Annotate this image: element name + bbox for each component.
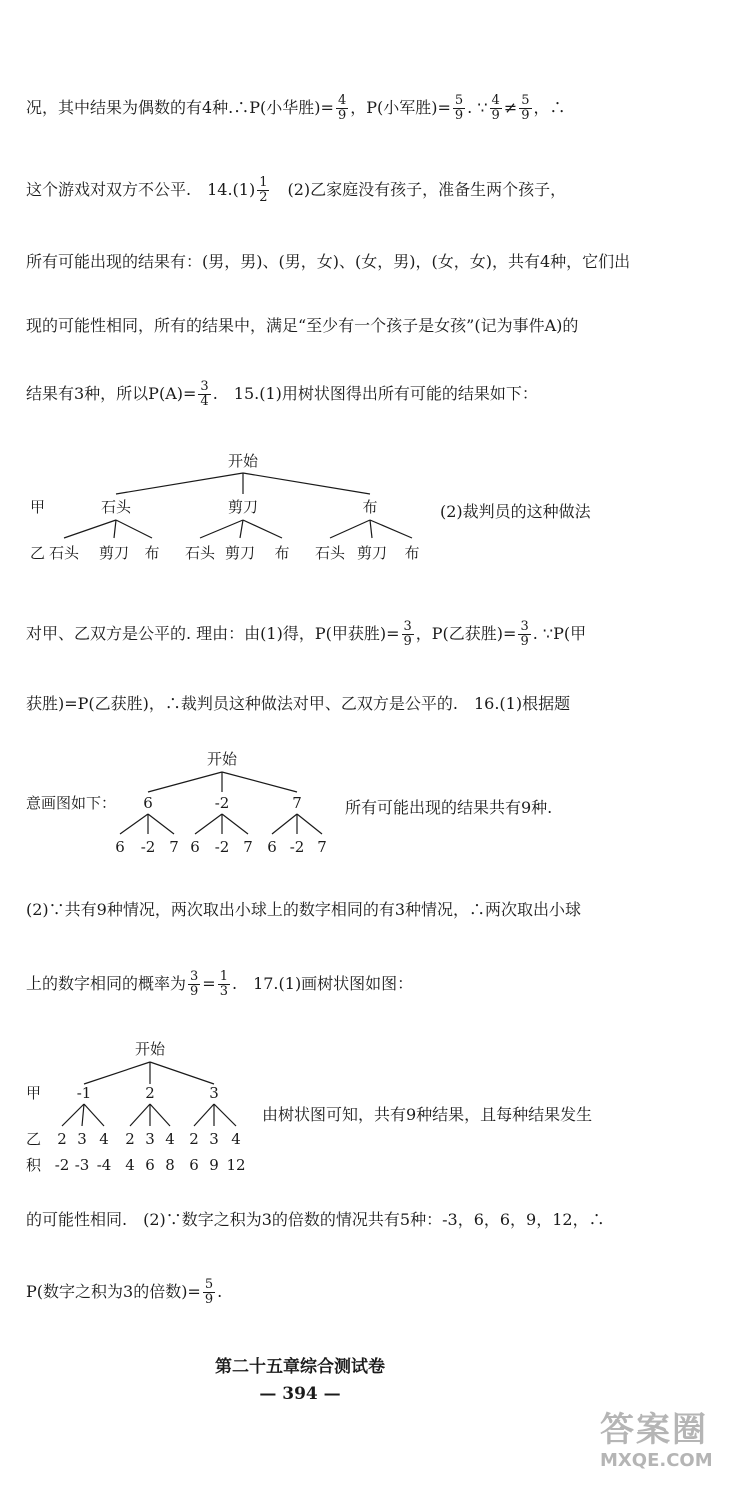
fraction-denominator: 3 xyxy=(219,983,228,999)
fraction-numerator: 5 xyxy=(204,1276,214,1292)
fraction-denominator: 4 xyxy=(200,393,209,409)
tree16-root: 开始 xyxy=(206,750,238,768)
tree15-level1-node: 布 xyxy=(362,498,378,516)
fraction-numerator: 5 xyxy=(454,92,464,108)
tree17-level1-node: -1 xyxy=(76,1084,92,1102)
tree16-note: 所有可能出现的结果共有9种. xyxy=(345,798,553,817)
tree15-note: (2)裁判员的这种做法 xyxy=(440,502,591,521)
text-run: ，∴ xyxy=(533,98,566,117)
text-line-10 xyxy=(26,1196,726,1244)
tree15-level2-node: 石头 xyxy=(314,544,346,562)
fraction xyxy=(198,380,210,409)
text-run: . 17.(1)画树状图如图： xyxy=(231,974,414,993)
fraction-numerator: 3 xyxy=(190,968,199,984)
tree17-product: -4 xyxy=(96,1156,112,1174)
tree17-product: 9 xyxy=(209,1156,219,1174)
text-run: ，P(乙获胜)= xyxy=(415,624,517,643)
tree16-level2-node: -2 xyxy=(289,838,305,856)
tree17-level2-node: 2 xyxy=(57,1130,67,1148)
text-line-4 xyxy=(26,302,726,350)
tree16-level2-node: 6 xyxy=(267,838,277,856)
tree16-level2-node: 7 xyxy=(243,838,253,856)
text-run: (2)乙家庭没有孩子，准备生两个孩子， xyxy=(271,180,567,199)
tree17-level2-node: 3 xyxy=(209,1130,219,1148)
tree17-product: -2 xyxy=(54,1156,70,1174)
fraction-denominator: 9 xyxy=(204,1291,214,1307)
text-run: . ∵P(甲 xyxy=(532,624,587,643)
text-run: . 15.(1)用树状图得出所有可能的结果如下： xyxy=(212,384,538,403)
tree17-level1-label: 甲 xyxy=(26,1084,42,1102)
fraction xyxy=(218,970,230,999)
text-run: 结果有3种，所以P(A)= xyxy=(26,384,197,403)
fraction-numerator: 1 xyxy=(259,174,268,190)
tree17-level2-node: 4 xyxy=(165,1130,175,1148)
text-line-1 xyxy=(26,84,726,132)
fraction xyxy=(519,94,531,123)
tree17-product: 6 xyxy=(145,1156,155,1174)
tree17-product: -3 xyxy=(74,1156,90,1174)
fraction-denominator: 9 xyxy=(454,107,464,123)
tree17-level2-label: 乙 xyxy=(26,1130,42,1148)
tree16-level2-node: -2 xyxy=(140,838,156,856)
tree17-level2-node: 2 xyxy=(125,1130,135,1148)
fraction xyxy=(203,1278,215,1307)
text-run: 这个游戏对双方不公平. 14.(1) xyxy=(26,180,256,199)
tree16-level2-node: 6 xyxy=(190,838,200,856)
tree17-note: 由树状图可知，共有9种结果，且每种结果发生 xyxy=(262,1105,593,1124)
tree15-level2-node: 剪刀 xyxy=(356,544,388,562)
tree17-product: 8 xyxy=(165,1156,175,1174)
tree15-root: 开始 xyxy=(227,452,259,470)
tree16-level1-node: 7 xyxy=(292,794,302,812)
tree16-level2-node: 6 xyxy=(115,838,125,856)
fraction-numerator: 3 xyxy=(520,618,529,634)
tree16-level2-node: 7 xyxy=(169,838,179,856)
tree-diagram-15 xyxy=(0,440,750,580)
page-number: — 394 — xyxy=(259,1384,341,1404)
tree16-prefix: 意画图如下： xyxy=(26,794,117,812)
text-run: 现的可能性相同，所有的结果中，满足“至少有一个孩子是女孩”(记为事件A)的 xyxy=(26,316,579,335)
tree17-level1-node: 3 xyxy=(209,1084,219,1102)
fraction-numerator: 1 xyxy=(219,968,228,984)
fraction-numerator: 3 xyxy=(200,378,209,394)
fraction-numerator: 4 xyxy=(337,92,347,108)
tree15-level1-node: 剪刀 xyxy=(227,498,259,516)
fraction xyxy=(490,94,502,123)
tree15-level2-node: 布 xyxy=(274,544,290,562)
text-run: . ∵ xyxy=(467,98,488,117)
tree15-level2-node: 剪刀 xyxy=(98,544,130,562)
tree17-product: 6 xyxy=(189,1156,199,1174)
text-run: 获胜)=P(乙获胜)，∴裁判员这种做法对甲、乙双方是公平的. 16.(1)根据题 xyxy=(26,694,571,713)
tree15-level2-label: 乙 xyxy=(30,544,46,562)
fraction-denominator: 9 xyxy=(190,983,199,999)
tree16-level1-node: -2 xyxy=(214,794,230,812)
fraction-denominator: 2 xyxy=(259,189,268,205)
fraction-denominator: 9 xyxy=(403,633,412,649)
text-run: 所有可能出现的结果有：(男，男)、(男，女)、(女，男)，(女，女)，共有4种，它们出 xyxy=(26,252,631,271)
fraction-denominator: 9 xyxy=(337,107,347,123)
text-line-2 xyxy=(26,166,726,214)
tree17-level2-node: 4 xyxy=(99,1130,109,1148)
tree15-level2-node: 布 xyxy=(404,544,420,562)
fraction xyxy=(402,620,414,649)
text-run: P(数字之积为3的倍数)= xyxy=(26,1282,201,1301)
watermark-logo xyxy=(600,1410,750,1490)
tree15-level2-node: 剪刀 xyxy=(224,544,256,562)
text-line-5 xyxy=(26,370,726,418)
tree16-level1-node: 6 xyxy=(143,794,153,812)
fraction-denominator: 9 xyxy=(521,107,530,123)
tree15-level2-node: 石头 xyxy=(48,544,80,562)
fraction xyxy=(518,620,530,649)
fraction-numerator: 3 xyxy=(403,618,412,634)
text-line-6 xyxy=(26,610,726,658)
watermark-text: 答案圈 xyxy=(600,1410,708,1450)
text-run: 对甲、乙双方是公平的. 理由：由(1)得，P(甲获胜)= xyxy=(26,624,400,643)
tree16-level2-node: -2 xyxy=(214,838,230,856)
tree17-level2-node: 4 xyxy=(231,1130,241,1148)
tree15-level2-node: 石头 xyxy=(184,544,216,562)
tree17-product: 12 xyxy=(226,1156,246,1174)
tree17-level1-node: 2 xyxy=(145,1084,155,1102)
text-run: . xyxy=(217,1282,223,1301)
tree15-level1-label: 甲 xyxy=(30,498,46,516)
fraction-numerator: 5 xyxy=(521,92,530,108)
text-run: 上的数字相同的概率为 xyxy=(26,974,187,993)
tree17-level2-node: 3 xyxy=(145,1130,155,1148)
fraction-denominator: 9 xyxy=(491,107,500,123)
tree15-level1-node: 石头 xyxy=(100,498,132,516)
text-line-11 xyxy=(26,1268,726,1316)
text-line-8 xyxy=(26,886,726,934)
text-line-7 xyxy=(26,680,726,728)
fraction-numerator: 4 xyxy=(491,92,500,108)
tree16-level2-node: 7 xyxy=(317,838,327,856)
fraction xyxy=(257,176,269,205)
fraction xyxy=(453,94,465,123)
tree17-level2-node: 3 xyxy=(77,1130,87,1148)
text-line-3 xyxy=(26,238,726,286)
text-run: (2)∵共有9种情况，两次取出小球上的数字相同的有3种情况，∴两次取出小球 xyxy=(26,900,582,919)
text-run: = xyxy=(202,974,216,993)
text-run: ≠ xyxy=(503,98,518,117)
text-run: 的可能性相同. (2)∵数字之积为3的倍数的情况共有5种：-3，6，6，9，12，∴ xyxy=(26,1210,605,1229)
fraction-denominator: 9 xyxy=(520,633,529,649)
tree15-level2-node: 布 xyxy=(144,544,160,562)
tree17-product: 4 xyxy=(125,1156,135,1174)
watermark-url: MXQE.COM xyxy=(600,1450,713,1471)
text-run: 况，其中结果为偶数的有4种.∴P(小华胜)= xyxy=(26,98,334,117)
section-heading: 第二十五章综合测试卷 xyxy=(215,1357,385,1377)
fraction xyxy=(336,94,348,123)
tree17-root: 开始 xyxy=(134,1040,166,1058)
text-line-9 xyxy=(26,960,726,1008)
tree17-product-label: 积 xyxy=(26,1156,42,1174)
tree17-level2-node: 2 xyxy=(189,1130,199,1148)
text-run: ，P(小军胜)= xyxy=(350,98,451,117)
fraction xyxy=(188,970,200,999)
